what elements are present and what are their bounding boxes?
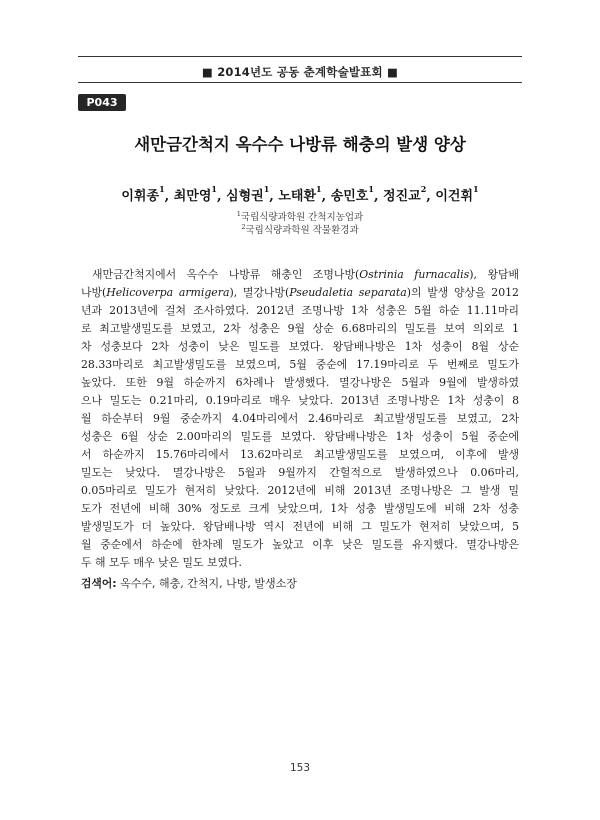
author-name: 이휘종 (121, 189, 160, 204)
author-affiliation-mark: 1 (368, 184, 374, 194)
abstract-line: 월 중순에서 하순에 한차례 밀도가 높았고 이후 낮은 밀도를 유지했다. 멸강나방은 (81, 538, 519, 551)
keywords-text: 옥수수, 해충, 간척지, 나방, 발생소장 (120, 577, 297, 590)
affiliation-1 (0, 209, 600, 223)
keywords (81, 575, 519, 591)
author (173, 184, 217, 204)
author (383, 184, 427, 204)
author-affiliation-mark: 2 (420, 184, 427, 194)
author-affiliation-mark: 1 (159, 184, 165, 194)
abstract-line: 0.05마리로 밀도가 현저히 낮았다. 2012년에 비해 2013년 조명나방은 그 발생 밀 (81, 484, 519, 497)
author-name: 정진교 (383, 189, 421, 204)
keywords-label: 검색어: (81, 577, 117, 590)
abstract-line: 차 성충보다 2차 성충이 낮은 밀도를 보였다. 왕담배나방은 1차 성충이 8월 상순 (81, 340, 519, 353)
abstract-line: 밀도는 낮았다. 멸강나방은 5월과 9월까지 간헐적으로 발생하였으나 0.06마리, (81, 466, 519, 479)
abstract-line: 두 해 모두 매우 낮은 밀도 보였다. (81, 556, 242, 569)
abstract-line: 로 최고발생밀도를 보였고, 2차 성충은 9월 상순 6.68마리의 밀도를 보여 의외로 1 (81, 322, 519, 335)
poster-number-badge: P043 (78, 94, 126, 111)
header-bottom-rule (78, 82, 522, 83)
paper-title: 새만금간척지 옥수수 나방류 해충의 발생 양상 (134, 135, 466, 154)
abstract-line: 28.33마리로 최고발생밀도를 보였으며, 5월 중순에 17.19마리로 두 번째로 밀도가 (81, 358, 519, 371)
abstract-line: 성충은 6월 상순 2.00마리의 밀도를 보였다. 왕담배나방은 1차 성충이 5월 중순에 (81, 430, 519, 443)
abstract-line: 월 하순부터 9월 중순까지 4.04마리에서 2.46마리로 최고발생밀도를 보였고, 2차 (81, 412, 519, 425)
affiliation-text: 국립식량과학원 작물환경과 (245, 225, 359, 236)
author-affiliation-mark: 1 (316, 184, 322, 194)
author-name: 심형권 (226, 189, 264, 204)
author-affiliation-mark: 1 (263, 184, 270, 194)
abstract-line: 발생밀도가 더 높았다. 왕담배나방 역시 전년에 비해 그 밀도가 현저히 낮았으며, 5 (81, 520, 519, 533)
author (226, 184, 270, 204)
author (330, 184, 374, 204)
page-number: 153 (289, 762, 311, 774)
abstract-line: 서 하순까지 15.76마리에서 13.62마리로 최고발생밀도를 보였으며, 이후에 발생 (81, 448, 519, 461)
abstract-line: 나방(Helicoverpa armigera), 멸강나방(Pseudaletia separata)의 발생 양상을 2012 (81, 286, 519, 299)
abstract-line: 도가 전년에 비해 30% 정도로 크게 낮았으며, 1차 성충 발생밀도에 비해 2차 성충 (81, 502, 519, 515)
conference-header: ■ 2014년도 공동 춘계학술발표회 ■ (201, 65, 399, 79)
abstract-line: 년과 2013년에 걸쳐 조사하였다. 2012년 조명나방 1차 성충은 5월 하순 11.11마리 (81, 304, 519, 317)
author (278, 184, 322, 204)
abstract-line: 높았다. 또한 9월 하순까지 6차례나 발생했다. 멸강나방은 5월과 9월에 발생하였 (81, 376, 519, 389)
affiliation-mark: 1 (236, 209, 241, 218)
author-affiliation-mark: 1 (473, 184, 479, 194)
author-name: 송민호 (330, 189, 369, 204)
affiliation-mark: 2 (241, 222, 246, 231)
author-affiliation-mark: 1 (211, 184, 217, 194)
author-name: 이건휘 (435, 189, 474, 204)
author (121, 184, 165, 204)
affiliation-text: 국립식량과학원 간척지농업과 (240, 212, 364, 223)
header-top-rule (78, 56, 522, 57)
abstract-body (81, 266, 519, 572)
author (435, 184, 479, 204)
abstract-line: 새만금간척지에서 옥수수 나방류 해충인 조명나방(Ostrinia furnacalis), 왕담배 (92, 268, 519, 281)
affiliation-2 (0, 222, 600, 236)
author-name: 최만영 (173, 189, 212, 204)
abstract-line: 으나 밀도는 0.21마리, 0.19마리로 매우 낮았다. 2013년 조명나방은 1차 성충이 8 (81, 394, 519, 407)
author-list: 이휘종$^1$, 최만영$^1$, 심형권$^1$, 노태환$^1$, 송민호$^1$, 정진교$^2$, 이건휘$^1$ (121, 184, 479, 204)
author-name: 노태환 (278, 189, 317, 204)
